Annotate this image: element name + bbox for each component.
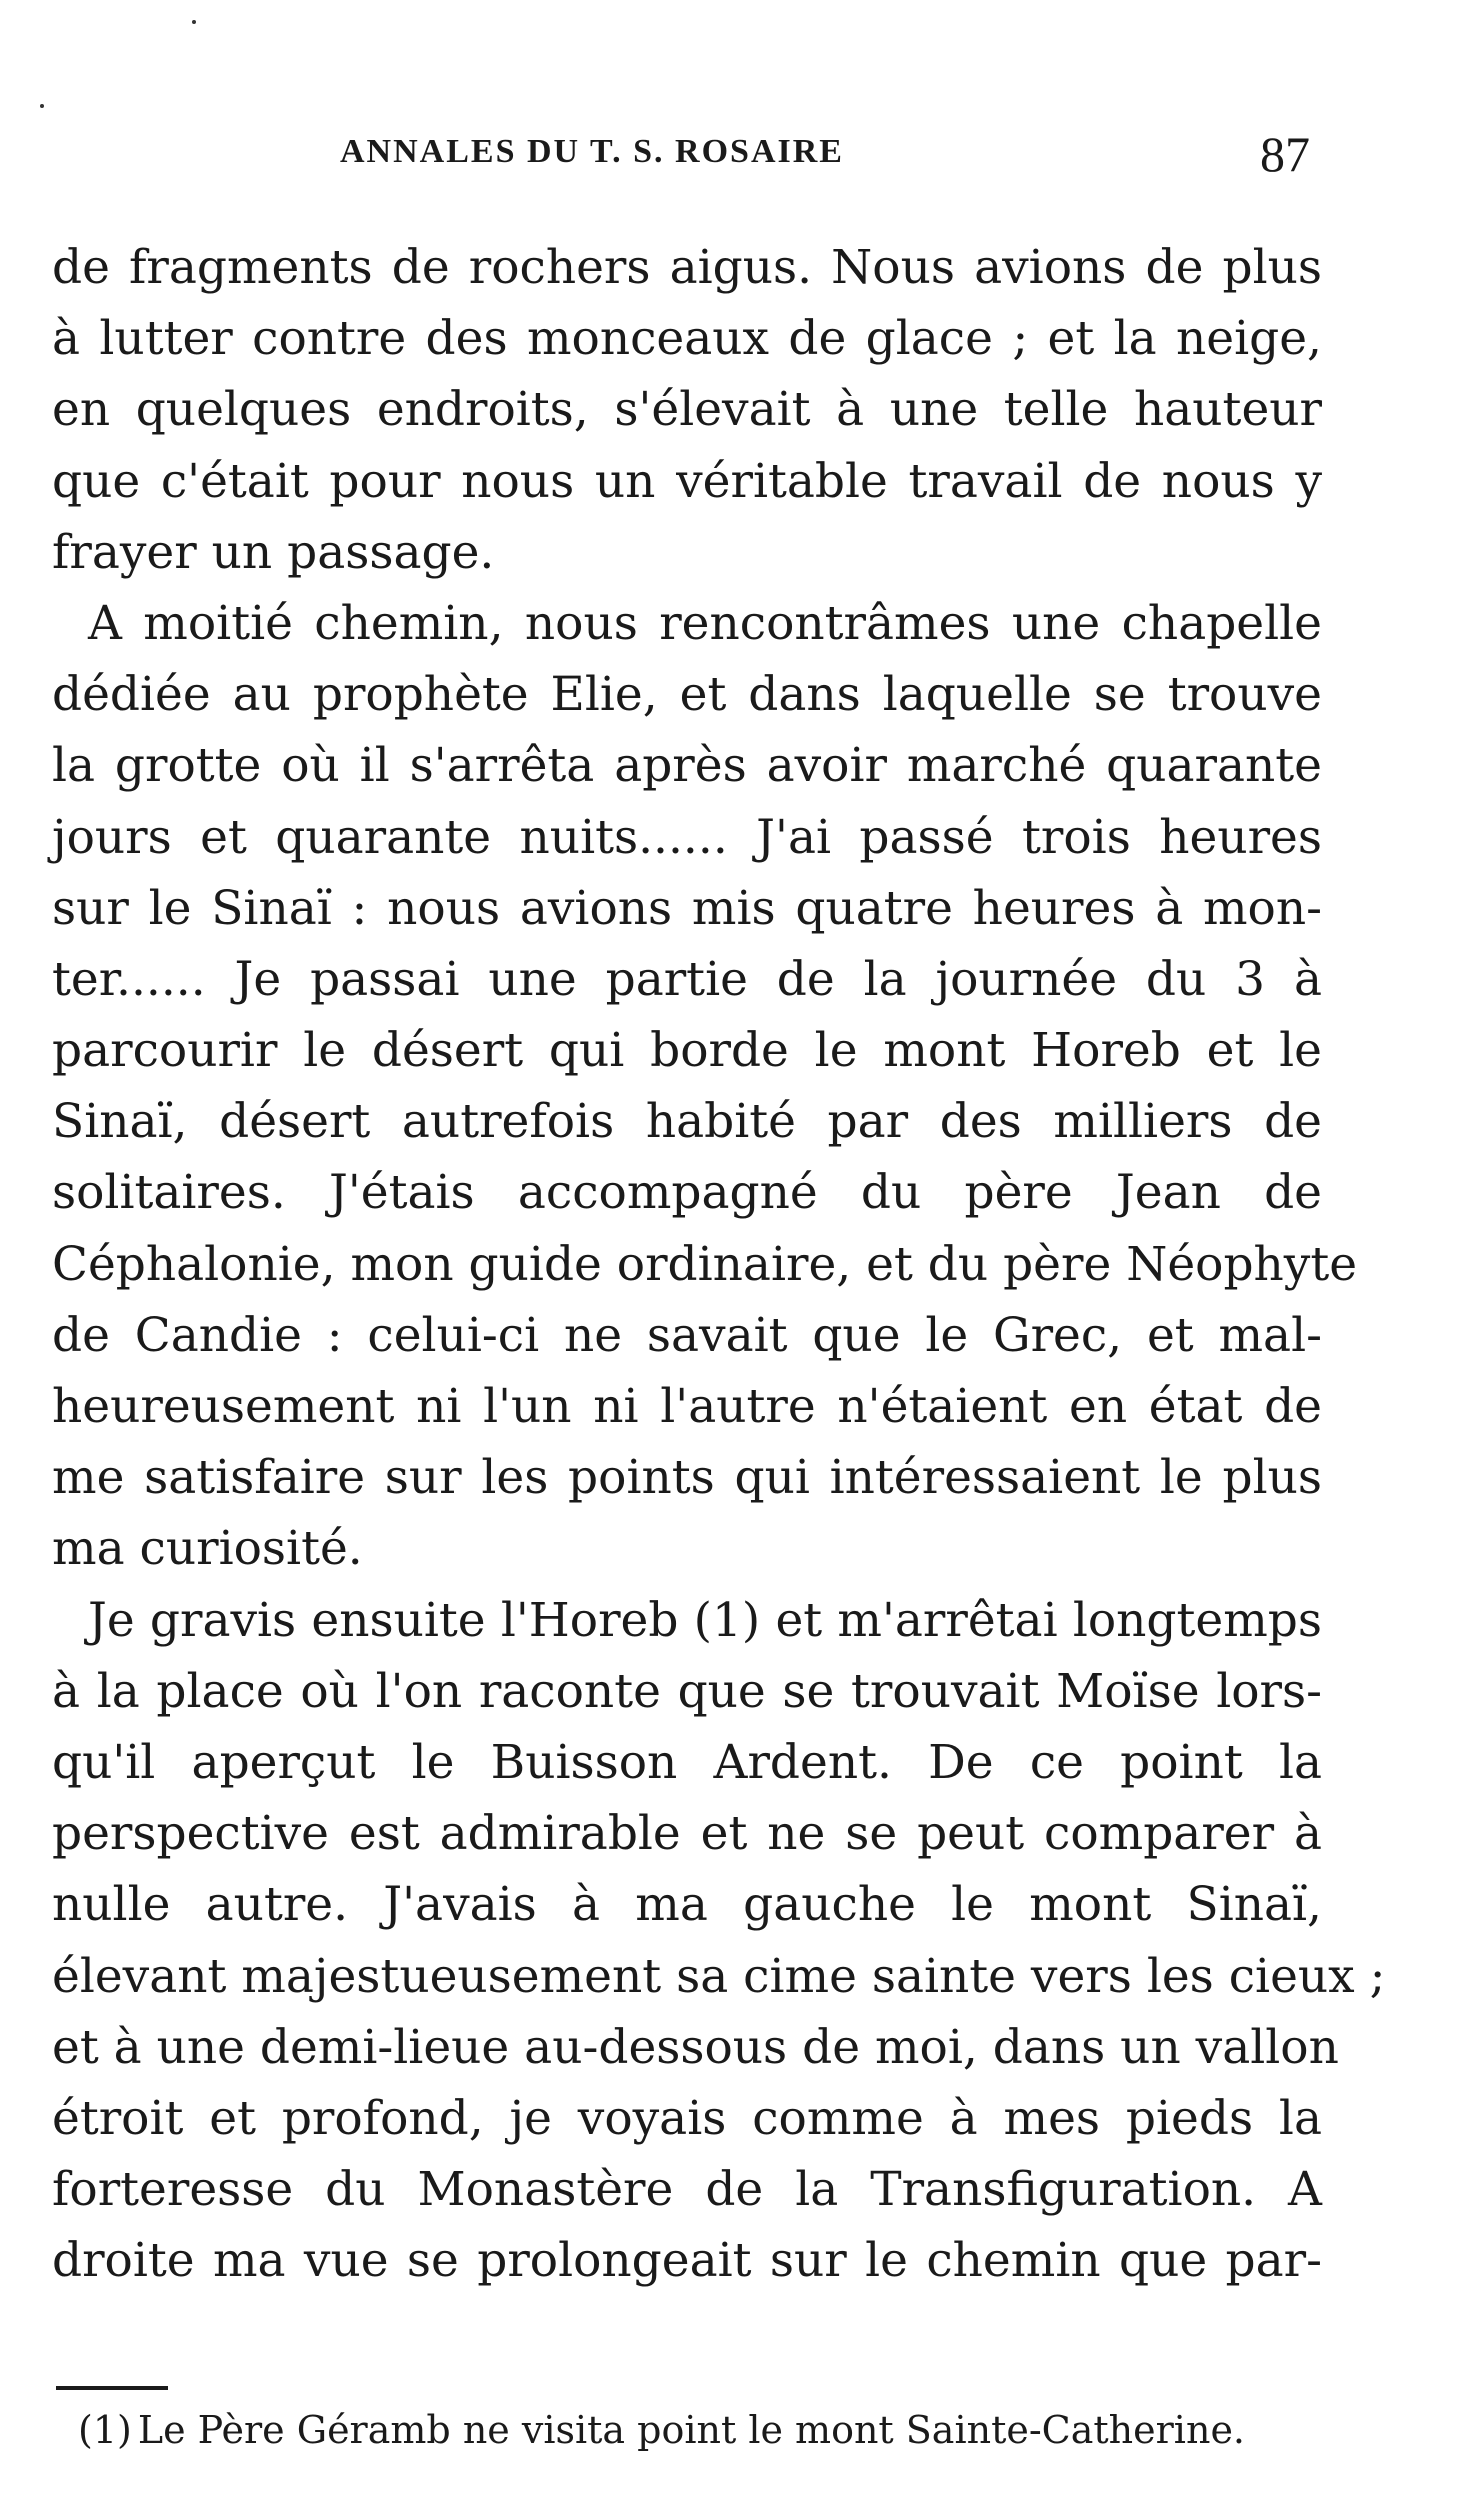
print-speck <box>192 20 196 24</box>
text-line: Céphalonie, mon guide ordinaire, et du père Néophyte <box>52 1236 1358 1292</box>
text-line: nulle autre. J'avais à ma gauche le mont Sinaï, <box>52 1877 1322 1933</box>
text-line: que c'était pour nous un véritable travail de nous y <box>52 453 1322 509</box>
text-line: sur le Sinaï : nous avions mis quatre heures à mon- <box>52 880 1322 936</box>
text-line: élevant majestueusement sa cime sainte vers les cieux ; <box>52 1948 1386 2004</box>
running-title: ANNALES DU T. S. ROSAIRE <box>340 133 844 170</box>
text-line: de fragments de rochers aigus. Nous avions de plus <box>52 240 1322 295</box>
text-line: frayer un passage. <box>52 524 495 580</box>
text-line: droite ma vue se prolongeait sur le chemin que par- <box>52 2233 1322 2289</box>
text-line: qu'il aperçut le Buisson Ardent. De ce point la <box>52 1734 1322 1790</box>
footnote-text: Le Père Géramb ne visita point le mont Sainte-Catherine. <box>137 2408 1246 2452</box>
print-speck <box>40 104 44 108</box>
text-line: forteresse du Monastère de la Transfiguration. A <box>52 2162 1322 2218</box>
footnote-marker: (1) <box>78 2408 132 2452</box>
text-line: dédiée au prophète Elie, et dans laquelle se trouve <box>52 667 1322 723</box>
text-line: A moitié chemin, nous rencontrâmes une chapelle <box>88 595 1322 651</box>
text-line: Je gravis ensuite l'Horeb (1) et m'arrêtai longtemps <box>88 1592 1322 1648</box>
text-line: Sinaï, désert autrefois habité par des milliers de <box>52 1094 1322 1150</box>
page-number: 87 <box>1260 126 1310 182</box>
text-line: heureusement ni l'un ni l'autre n'étaient en état de <box>52 1379 1322 1434</box>
page-header <box>340 125 1310 185</box>
text-line: de Candie : celui-ci ne savait que le Grec, et mal- <box>52 1307 1322 1363</box>
text-line: à la place où l'on raconte que se trouvait Moïse lors- <box>52 1663 1322 1719</box>
footnote <box>78 2402 1318 2458</box>
text-line: parcourir le désert qui borde le mont Horeb et le <box>52 1023 1322 1079</box>
text-line: jours et quarante nuits...... J'ai passé trois heures <box>52 809 1322 865</box>
text-line: étroit et profond, je voyais comme à mes pieds la <box>52 2090 1322 2146</box>
text-line: me satisfaire sur les points qui intéressaient le plus <box>52 1450 1322 1506</box>
text-line: la grotte où il s'arrêta après avoir marché quarante <box>52 738 1322 794</box>
text-line: en quelques endroits, s'élevait à une telle hauteur <box>52 382 1322 438</box>
text-line: et à une demi-lieue au-dessous de moi, dans un vallon <box>52 2019 1339 2075</box>
body-text <box>52 232 1386 2296</box>
text-line: perspective est admirable et ne se peut comparer à <box>52 1806 1322 1862</box>
text-line: ter...... Je passai une partie de la journée du 3 à <box>52 951 1322 1007</box>
footnote-rule <box>56 2386 168 2390</box>
text-line: ma curiosité. <box>52 1521 363 1577</box>
text-line: à lutter contre des monceaux de glace ; et la neige, <box>52 311 1322 367</box>
text-line: solitaires. J'étais accompagné du père Jean de <box>52 1165 1322 1221</box>
